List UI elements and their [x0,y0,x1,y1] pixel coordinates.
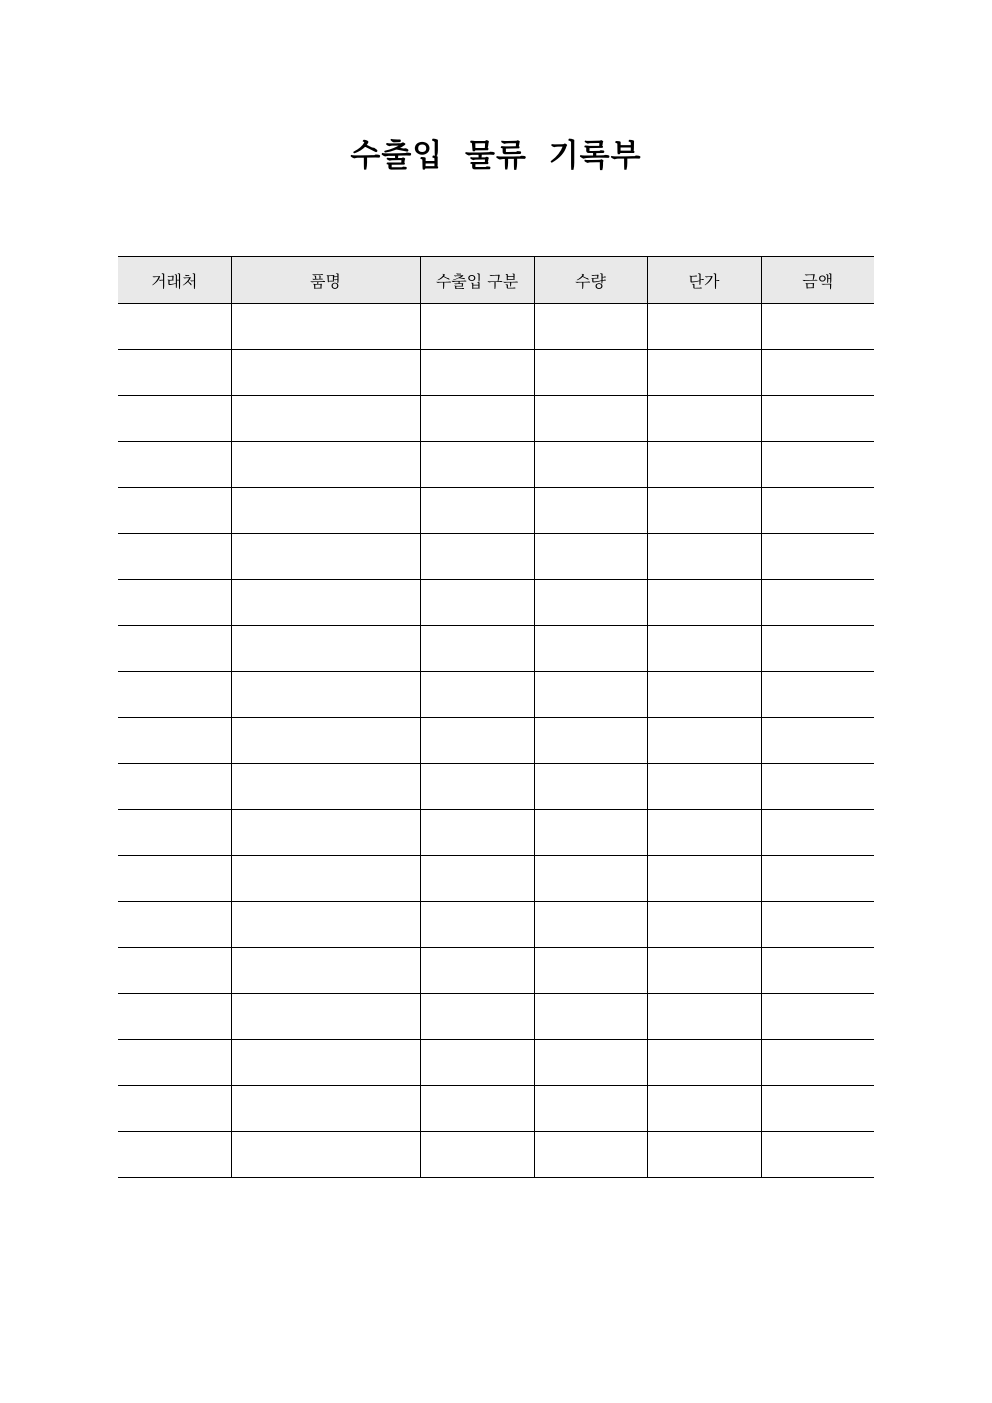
cell-item-name[interactable] [231,810,420,856]
cell-quantity[interactable] [534,1086,647,1132]
cell-client[interactable] [118,1132,231,1178]
cell-quantity[interactable] [534,396,647,442]
table-row [118,718,874,764]
column-header-quantity: 수량 [534,257,647,304]
cell-amount[interactable] [761,534,874,580]
cell-import-export-type[interactable] [420,1040,534,1086]
cell-amount[interactable] [761,1132,874,1178]
cell-unit-price[interactable] [647,672,761,718]
column-header-amount: 금액 [761,257,874,304]
cell-unit-price[interactable] [647,764,761,810]
cell-amount[interactable] [761,350,874,396]
cell-amount[interactable] [761,856,874,902]
cell-amount[interactable] [761,810,874,856]
cell-client[interactable] [118,580,231,626]
table-row [118,810,874,856]
cell-item-name[interactable] [231,1132,420,1178]
cell-client[interactable] [118,994,231,1040]
cell-item-name[interactable] [231,1040,420,1086]
cell-quantity[interactable] [534,626,647,672]
cell-import-export-type[interactable] [420,948,534,994]
cell-import-export-type[interactable] [420,488,534,534]
cell-amount[interactable] [761,902,874,948]
table-row [118,764,874,810]
column-header-import-export-type: 수출입 구분 [420,257,534,304]
cell-import-export-type[interactable] [420,442,534,488]
table-row [118,350,874,396]
table-header-row [118,257,874,304]
cell-import-export-type[interactable] [420,350,534,396]
cell-quantity[interactable] [534,304,647,350]
cell-item-name[interactable] [231,580,420,626]
page-title: 수출입 물류 기록부 [350,138,642,174]
table-row [118,856,874,902]
cell-client[interactable] [118,396,231,442]
cell-import-export-type[interactable] [420,304,534,350]
cell-client[interactable] [118,1040,231,1086]
cell-client[interactable] [118,626,231,672]
cell-amount[interactable] [761,718,874,764]
cell-unit-price[interactable] [647,304,761,350]
cell-import-export-type[interactable] [420,994,534,1040]
table-row [118,534,874,580]
table-row [118,948,874,994]
table-body [118,304,874,1178]
cell-amount[interactable] [761,1040,874,1086]
cell-unit-price[interactable] [647,902,761,948]
cell-amount[interactable] [761,442,874,488]
cell-client[interactable] [118,442,231,488]
cell-import-export-type[interactable] [420,672,534,718]
cell-import-export-type[interactable] [420,902,534,948]
cell-quantity[interactable] [534,672,647,718]
cell-client[interactable] [118,304,231,350]
cell-import-export-type[interactable] [420,764,534,810]
cell-quantity[interactable] [534,902,647,948]
cell-unit-price[interactable] [647,1040,761,1086]
cell-quantity[interactable] [534,994,647,1040]
cell-unit-price[interactable] [647,626,761,672]
cell-client[interactable] [118,672,231,718]
cell-client[interactable] [118,534,231,580]
cell-quantity[interactable] [534,442,647,488]
cell-item-name[interactable] [231,764,420,810]
table-row [118,580,874,626]
cell-unit-price[interactable] [647,534,761,580]
cell-unit-price[interactable] [647,350,761,396]
table-row [118,442,874,488]
cell-import-export-type[interactable] [420,1132,534,1178]
cell-unit-price[interactable] [647,580,761,626]
cell-unit-price[interactable] [647,856,761,902]
table-row [118,396,874,442]
cell-unit-price[interactable] [647,810,761,856]
cell-unit-price[interactable] [647,1086,761,1132]
cell-amount[interactable] [761,626,874,672]
cell-import-export-type[interactable] [420,534,534,580]
cell-amount[interactable] [761,948,874,994]
cell-unit-price[interactable] [647,396,761,442]
cell-quantity[interactable] [534,580,647,626]
cell-quantity[interactable] [534,350,647,396]
cell-item-name[interactable] [231,534,420,580]
cell-item-name[interactable] [231,350,420,396]
table-row [118,902,874,948]
table-row [118,304,874,350]
cell-quantity[interactable] [534,856,647,902]
cell-quantity[interactable] [534,764,647,810]
cell-client[interactable] [118,488,231,534]
cell-item-name[interactable] [231,1086,420,1132]
cell-import-export-type[interactable] [420,718,534,764]
cell-item-name[interactable] [231,304,420,350]
cell-import-export-type[interactable] [420,626,534,672]
cell-quantity[interactable] [534,948,647,994]
cell-quantity[interactable] [534,488,647,534]
cell-quantity[interactable] [534,534,647,580]
cell-item-name[interactable] [231,994,420,1040]
cell-item-name[interactable] [231,902,420,948]
cell-item-name[interactable] [231,718,420,764]
table-row [118,1132,874,1178]
cell-amount[interactable] [761,304,874,350]
cell-item-name[interactable] [231,396,420,442]
table-row [118,1086,874,1132]
cell-client[interactable] [118,718,231,764]
cell-item-name[interactable] [231,948,420,994]
column-header-item-name: 품명 [231,257,420,304]
cell-item-name[interactable] [231,488,420,534]
cell-unit-price[interactable] [647,488,761,534]
cell-import-export-type[interactable] [420,396,534,442]
cell-item-name[interactable] [231,856,420,902]
cell-import-export-type[interactable] [420,1086,534,1132]
cell-amount[interactable] [761,580,874,626]
cell-unit-price[interactable] [647,1132,761,1178]
table-row [118,488,874,534]
column-header-client: 거래처 [118,257,231,304]
table-row [118,672,874,718]
cell-amount[interactable] [761,488,874,534]
cell-amount[interactable] [761,672,874,718]
cell-quantity[interactable] [534,718,647,764]
cell-import-export-type[interactable] [420,856,534,902]
table-row [118,994,874,1040]
cell-client[interactable] [118,1086,231,1132]
cell-unit-price[interactable] [647,442,761,488]
cell-unit-price[interactable] [647,718,761,764]
cell-amount[interactable] [761,764,874,810]
cell-client[interactable] [118,902,231,948]
cell-client[interactable] [118,856,231,902]
cell-amount[interactable] [761,1086,874,1132]
logistics-ledger-table [118,256,874,1178]
cell-quantity[interactable] [534,810,647,856]
cell-import-export-type[interactable] [420,810,534,856]
cell-client[interactable] [118,810,231,856]
table-row [118,626,874,672]
cell-amount[interactable] [761,396,874,442]
cell-import-export-type[interactable] [420,580,534,626]
cell-item-name[interactable] [231,626,420,672]
column-header-unit-price: 단가 [647,257,761,304]
cell-quantity[interactable] [534,1040,647,1086]
cell-client[interactable] [118,764,231,810]
cell-item-name[interactable] [231,442,420,488]
cell-item-name[interactable] [231,672,420,718]
cell-client[interactable] [118,350,231,396]
cell-unit-price[interactable] [647,948,761,994]
cell-quantity[interactable] [534,1132,647,1178]
table-row [118,1040,874,1086]
cell-unit-price[interactable] [647,994,761,1040]
cell-amount[interactable] [761,994,874,1040]
cell-client[interactable] [118,948,231,994]
